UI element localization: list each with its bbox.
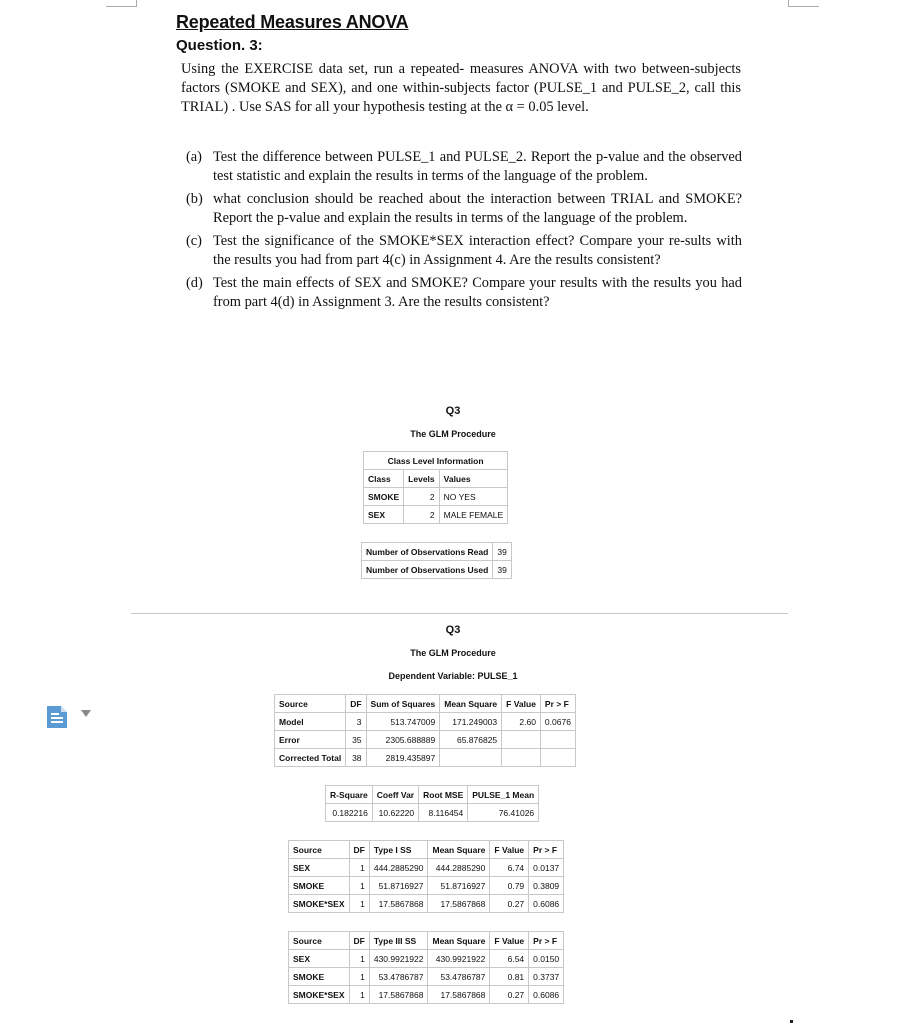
- question-heading: Question. 3:: [176, 37, 263, 54]
- table-row: Corrected Total 38 2819.435897: [275, 749, 576, 767]
- col-header: Mean Square: [428, 841, 490, 859]
- sas-output2-title: Q3: [445, 624, 461, 636]
- col-header: Mean Square: [440, 695, 502, 713]
- page-corner-mark-left: [106, 0, 137, 7]
- col-header: Mean Square: [428, 932, 490, 950]
- type1-ss-table: [288, 840, 564, 913]
- table-row: Model 3 513.747009 171.249003 2.60 0.0676: [275, 713, 576, 731]
- col-header: Levels: [404, 470, 439, 488]
- section-divider: [131, 613, 788, 614]
- dependent-variable-label: Dependent Variable: PULSE_1: [388, 671, 518, 681]
- col-header: Class: [364, 470, 404, 488]
- table-row: SMOKE 2 NO YES: [364, 488, 508, 506]
- question-parts: [186, 148, 742, 316]
- page-end-mark: [790, 1020, 793, 1023]
- table-row: SMOKE*SEX 1 17.5867868 17.5867868 0.27 0.6086: [289, 895, 564, 913]
- col-header: F Value: [490, 841, 529, 859]
- question-part-b: (b) what conclusion should be reached about the interaction between TRIAL and SMOKE? Report the p-value and explain the results in terms of the language of the problem.: [186, 191, 742, 226]
- col-header: Coeff Var: [372, 786, 418, 804]
- table-row: Error 35 2305.688889 65.876825: [275, 731, 576, 749]
- document-title: Repeated Measures ANOVA: [176, 12, 409, 32]
- col-header: Source: [289, 932, 350, 950]
- col-header: Pr > F: [529, 932, 564, 950]
- question-part-c: (c) Test the significance of the SMOKE*SEX interaction effect? Compare your re-sults with the results you had from part 4(c) in Assignment 4. Are the results consistent?: [186, 233, 742, 268]
- col-header: Type III SS: [369, 932, 428, 950]
- col-header: Sum of Squares: [366, 695, 440, 713]
- sas-output1-title: Q3: [445, 405, 461, 417]
- table-row: SEX 1 430.9921922 430.9921922 6.54 0.0150: [289, 950, 564, 968]
- class-level-caption: Class Level Information: [364, 452, 508, 470]
- col-header: Source: [275, 695, 346, 713]
- table-row: SEX 2 MALE FEMALE: [364, 506, 508, 524]
- col-header: DF: [349, 841, 369, 859]
- fit-statistics-table: [325, 785, 539, 822]
- sas-output2-procedure: The GLM Procedure: [410, 648, 496, 658]
- table-row: SMOKE*SEX 1 17.5867868 17.5867868 0.27 0.6086: [289, 986, 564, 1004]
- col-header: F Value: [490, 932, 529, 950]
- col-header: Values: [439, 470, 508, 488]
- col-header: Pr > F: [529, 841, 564, 859]
- col-header: Root MSE: [419, 786, 468, 804]
- table-row: Number of Observations Used 39: [362, 561, 512, 579]
- question-part-d: (d) Test the main effects of SEX and SMOKE? Compare your results with the results you had from part 4(d) in Assignment 3. Are the results consistent?: [186, 275, 742, 310]
- col-header: Source: [289, 841, 350, 859]
- col-header: F Value: [502, 695, 541, 713]
- col-header: R-Square: [326, 786, 373, 804]
- caret-down-icon[interactable]: [81, 710, 91, 717]
- question-intro: Using the EXERCISE data set, run a repeated- measures ANOVA with two between-subjects factors (SMOKE and SEX), and one within-subjects factor (PULSE_1 and PULSE_2, call this TRIAL) . Use SAS for all your hypothesis testing at the α = 0.05 level.: [181, 61, 741, 115]
- type3-ss-table: [288, 931, 564, 1004]
- table-row: SMOKE 1 53.4786787 53.4786787 0.81 0.3737: [289, 968, 564, 986]
- col-header: DF: [349, 932, 369, 950]
- table-row: SEX 1 444.2885290 444.2885290 6.74 0.0137: [289, 859, 564, 877]
- sas-output1-procedure: The GLM Procedure: [410, 429, 496, 439]
- observations-table: [361, 542, 512, 579]
- class-level-table: [363, 451, 508, 524]
- anova-table: [274, 694, 576, 767]
- col-header: PULSE_1 Mean: [468, 786, 539, 804]
- col-header: DF: [346, 695, 366, 713]
- col-header: Pr > F: [540, 695, 575, 713]
- question-part-a: (a) Test the difference between PULSE_1 and PULSE_2. Report the p-value and the observed test statistic and explain the results in terms of the language of the problem.: [186, 149, 742, 184]
- note-icon[interactable]: [44, 704, 70, 730]
- col-header: Type I SS: [369, 841, 428, 859]
- table-row: 0.182216 10.62220 8.116454 76.41026: [326, 804, 539, 822]
- table-row: Number of Observations Read 39: [362, 543, 512, 561]
- page-corner-mark-right: [788, 0, 819, 7]
- table-row: SMOKE 1 51.8716927 51.8716927 0.79 0.3809: [289, 877, 564, 895]
